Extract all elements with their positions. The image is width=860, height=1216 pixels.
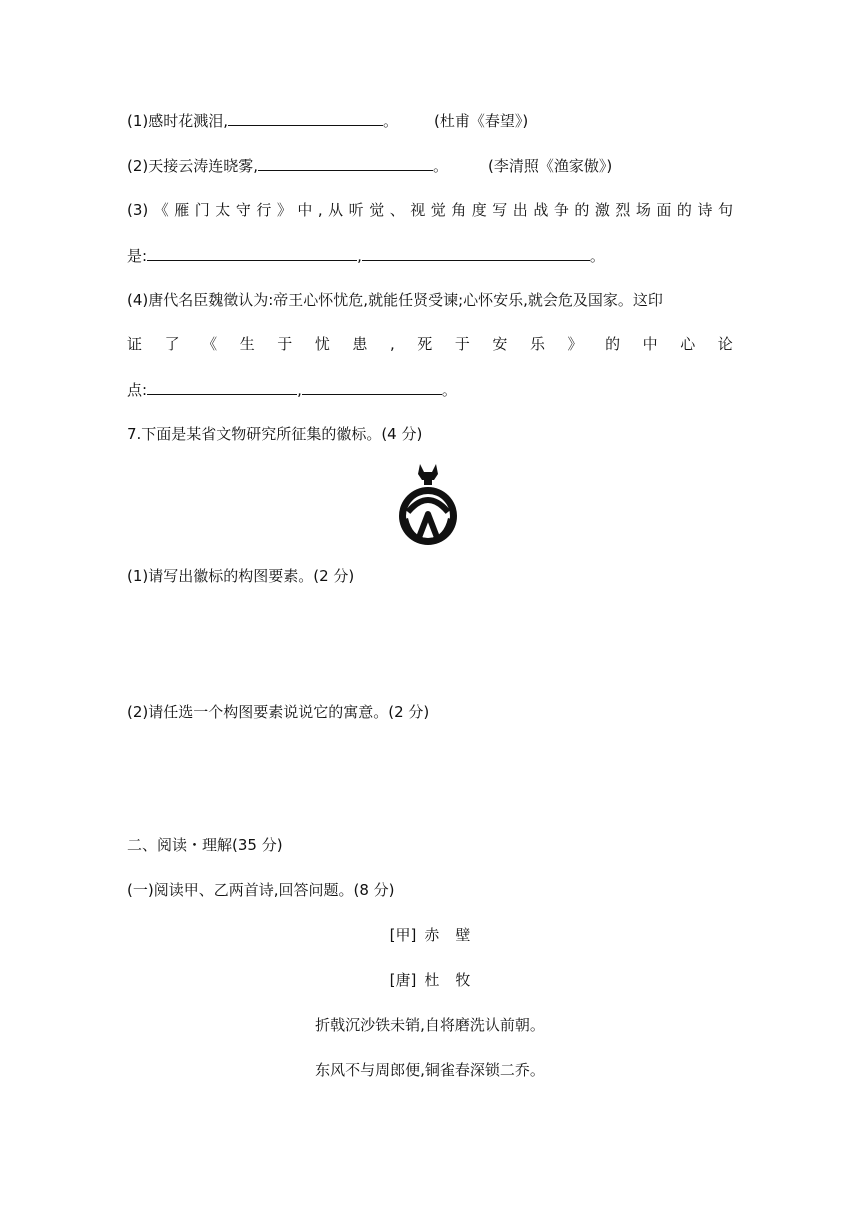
q6-item3-char: 太 [215,201,231,219]
answer-blank[interactable] [362,245,590,261]
poem-line-2: 东风不与周郎便,铜雀春深锁二乔。 [315,1061,545,1079]
q7-sub2: (2)请任选一个构图要素说说它的寓意。(2 分) [127,703,430,721]
answer-blank[interactable] [302,379,442,395]
q7-sub1: (1)请写出徽标的构图要素。(2 分) [127,567,355,585]
q6-item3-line2-prefix: 是: [127,247,148,265]
q6-item3-end: 。 [589,247,605,265]
poem-title-char: 赤 [424,926,440,944]
q6-item3-char: 雁 [174,201,190,219]
q6-item3-char: 烈 [615,201,631,219]
poem-dynasty: [唐] [389,971,417,989]
q6-item4-char: 证 [127,335,143,353]
q6-item4-char: 患 [352,335,368,353]
q6-item3-char: 从 [328,201,344,219]
q6-item3-char: 行 [256,201,272,219]
q6-item2-prefix: (2)天接云涛连晓雾, [127,157,259,175]
q6-item3-char: 争 [553,201,569,219]
q6-item3-char: , [317,201,323,219]
q6-item3-char: 门 [194,201,210,219]
q6-item4-char: 安 [492,335,508,353]
poem-label: [甲] [389,926,417,944]
q6-item3-char: 、 [389,201,405,219]
q6-item4-char: 》 [567,335,583,353]
q6-item4-char: , [389,335,395,353]
q6-item3-char: 角 [451,201,467,219]
q6-item3-char: 战 [533,201,549,219]
poem-author-line [0,970,860,990]
answer-blank[interactable] [258,155,433,171]
q6-item3-char: 的 [574,201,590,219]
q6-item4-char: 《 [202,335,218,353]
q6-item3-char: 出 [512,201,528,219]
q7-title: 7.下面是某省文物研究所征集的徽标。(4 分) [127,425,423,443]
q6-item4-char: 中 [642,335,658,353]
q6-item4-line3 [127,379,457,400]
answer-blank[interactable] [147,245,357,261]
q6-item3-char: 觉 [430,201,446,219]
poem-author-char: 牧 [455,971,471,989]
q6-item4-char: 了 [164,335,180,353]
section2-heading: 二、阅读・理解(35 分) [127,836,283,854]
q6-item3-char: 的 [676,201,692,219]
poem-author-char: 杜 [424,971,440,989]
q6-item4-char: 生 [239,335,255,353]
q6-item2-end: 。 [433,157,449,175]
poem-title-line [0,925,860,945]
q6-item4-char: 于 [454,335,470,353]
q6-item3-char: 听 [348,201,364,219]
q6-item1-prefix: (1)感时花溅泪, [127,112,229,130]
q6-item1-source: (杜甫《春望》) [434,112,529,130]
q6-item4-comma: , [297,381,302,399]
q6-item3-char: (3) [127,201,149,219]
answer-blank[interactable] [228,110,383,126]
q6-item4-char: 乐 [529,335,545,353]
q6-item4-end: 。 [441,381,457,399]
q6-item3-char: 《 [153,201,169,219]
q6-item3-line1 [127,200,733,220]
q6-item4-line1: (4)唐代名臣魏徵认为:帝王心怀忧危,就能任贤受谏;心怀安乐,就会危及国家。这印 [127,291,663,309]
q6-item4-char: 死 [417,335,433,353]
q6-item1-end: 。 [383,112,399,130]
q6-item3-char: 场 [635,201,651,219]
q6-item3-char: 句 [717,201,733,219]
q6-item3-char: 激 [594,201,610,219]
answer-blank[interactable] [147,379,297,395]
q6-item1 [127,110,528,131]
q6-item2-source: (李清照《渔家傲》) [488,157,613,175]
section2-part1: (一)阅读甲、乙两首诗,回答问题。(8 分) [127,881,395,899]
q6-item3-char: 度 [471,201,487,219]
q6-item4-char: 心 [680,335,696,353]
q6-item4-char: 的 [605,335,621,353]
q6-item3-char: 觉 [369,201,385,219]
poem-title-char: 壁 [455,926,471,944]
q6-item3-line2 [127,245,605,266]
q6-item3-comma: , [357,247,362,265]
q6-item2 [127,155,612,176]
q6-item3-char: 面 [656,201,672,219]
q6-item3-char: 视 [410,201,426,219]
q6-item4-line3-prefix: 点: [127,381,148,399]
q6-item3-char: 》 [276,201,292,219]
q6-item4-char: 论 [717,335,733,353]
q6-item3-char: 写 [492,201,508,219]
q6-item3-char: 守 [235,201,251,219]
q6-item4-line2 [127,334,733,354]
q6-item4-char: 于 [277,335,293,353]
emblem-logo-icon [396,460,460,548]
poem-line-1: 折戟沉沙铁未销,自将磨洗认前朝。 [315,1016,545,1034]
q6-item3-char: 中 [297,201,313,219]
q6-item3-char: 诗 [697,201,713,219]
q6-item4-char: 忧 [314,335,330,353]
